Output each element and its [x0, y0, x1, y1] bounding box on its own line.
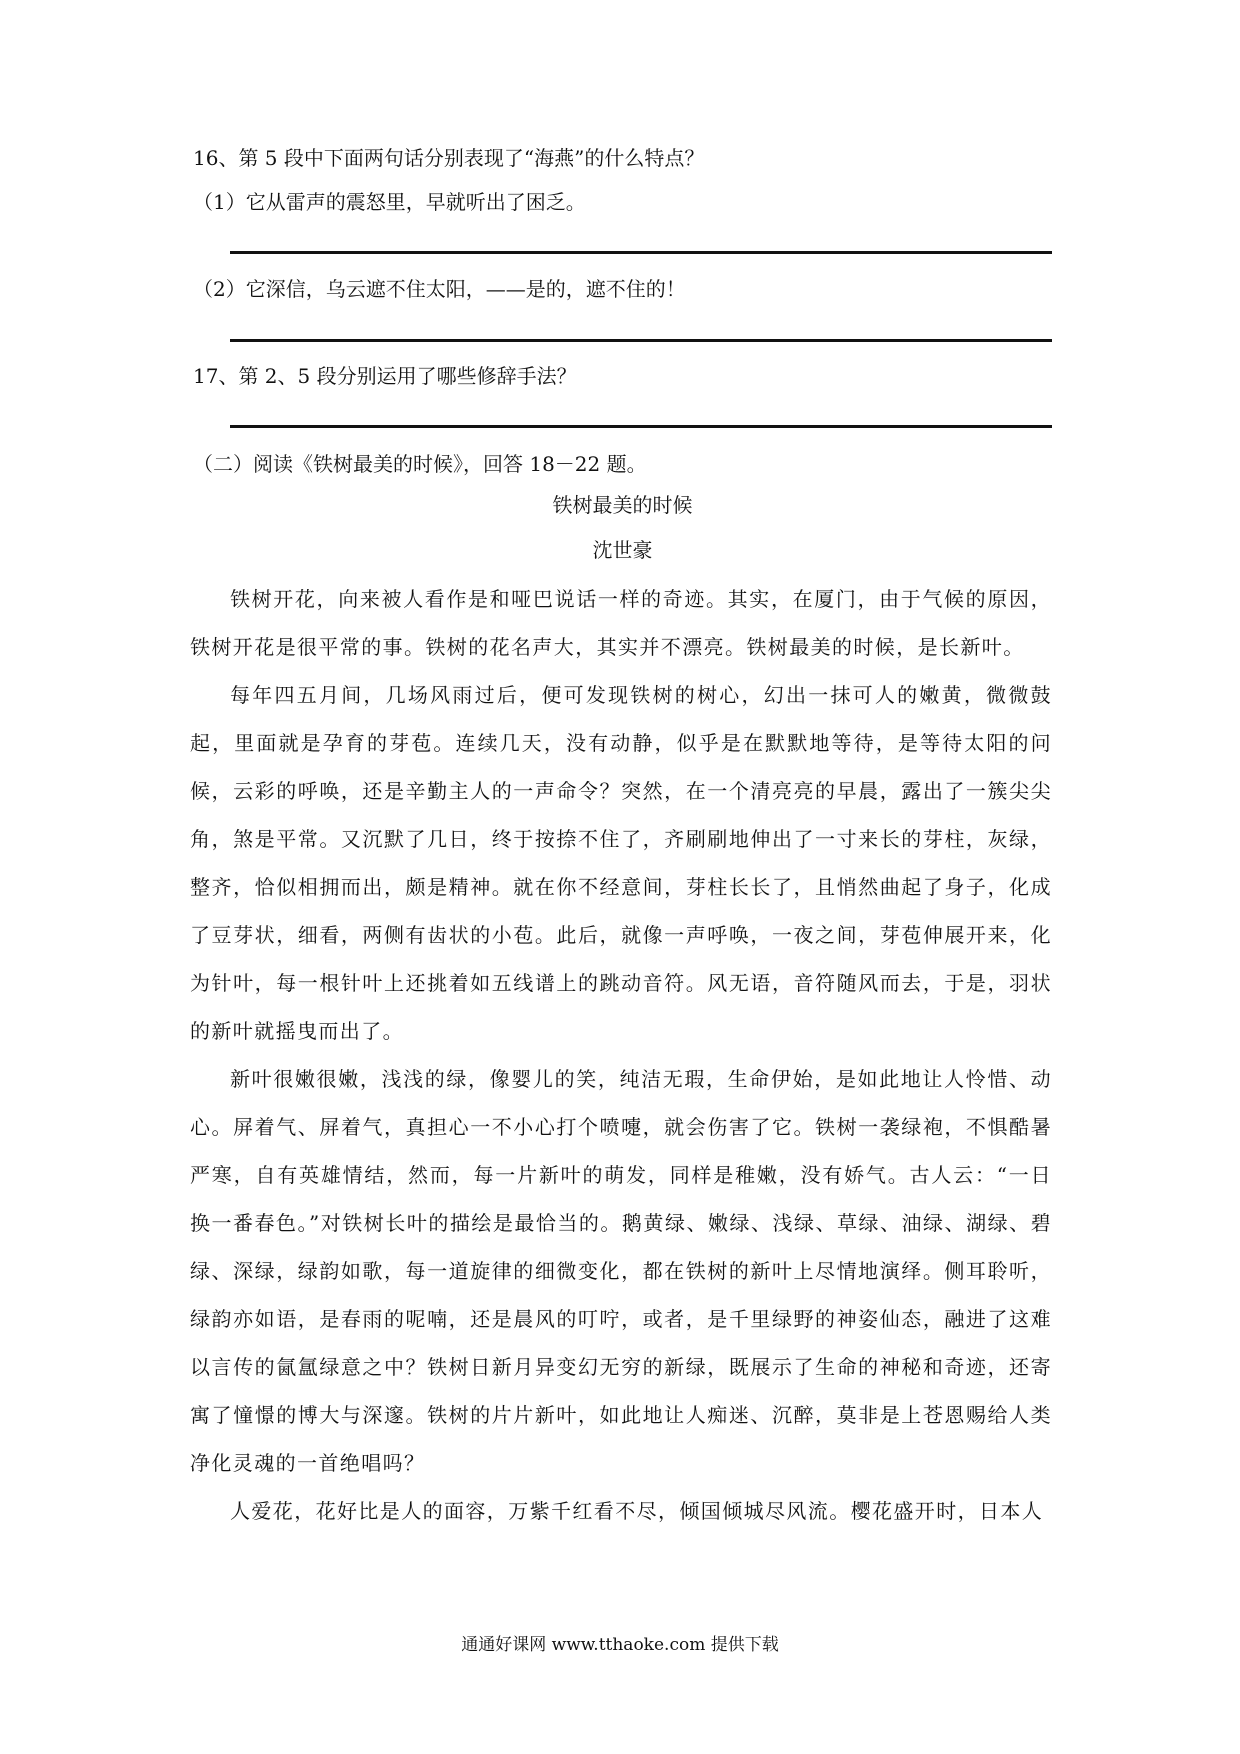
answer-line	[230, 425, 1052, 428]
question-17-prompt: 17、第 2、5 段分别运用了哪些修辞手法？	[193, 364, 577, 388]
article-paragraph: 人爱花，花好比是人的面容，万紫千红看不尽，倾国倾城尽风流。樱花盛开时，日本人	[230, 1499, 1044, 1523]
article-paragraph: 铁树开花，向来被人看作是和哑巴说话一样的奇迹。其实，在厦门，由于气候的原因，铁树开花是很平常的事。铁树的花名声大，其实并不漂亮。铁树最美的时候，是长新叶。	[190, 587, 1052, 659]
question-16-prompt: 16、第 5 段中下面两句话分别表现了“海燕”的什么特点？	[193, 146, 705, 170]
page-footer: 通通好课网 www.tthaoke.com 提供下载	[461, 1635, 779, 1655]
article-author: 沈世豪	[592, 538, 653, 562]
question-16-item-2: （2）它深信，乌云遮不住太阳，——是的，遮不住的！	[193, 277, 686, 301]
article-paragraph: 每年四五月间，几场风雨过后，便可发现铁树的树心，幻出一抹可人的嫩黄，微微鼓起，里面就是孕育的芽苞。连续几天，没有动静，似乎是在默默地等待，是等待太阳的问候，云彩的呼唤，还是辛勤主人的一声命令？突然，在一个清亮亮的早晨，露出了一簇尖尖角，煞是平常。又沉默了几日，终于按捺不住了，齐刷刷地伸出了一寸来长的芽柱，灰绿，整齐，恰似相拥而出，颇是精神。就在你不经意间，芽柱长长了，且悄然曲起了身子，化成了豆芽状，细看，两侧有齿状的小苞。此后，就像一声呼唤，一夜之间，芽苞伸展开来，化为针叶，每一根针叶上还挑着如五线谱上的跳动音符。风无语，音符随风而去，于是，羽状的新叶就摇曳而出了。	[190, 683, 1052, 1043]
article-paragraph: 新叶很嫩很嫩，浅浅的绿，像婴儿的笑，纯洁无瑕，生命伊始，是如此地让人怜惜、动心。屏着气、屏着气，真担心一不小心打个喷嚏，就会伤害了它。铁树一袭绿袍，不惧酷暑严寒，自有英雄情结，然而，每一片新叶的萌发，同样是稚嫩，没有娇气。古人云：“一日换一番春色。”对铁树长叶的描绘是最恰当的。鹅黄绿、嫩绿、浅绿、草绿、油绿、湖绿、碧绿、深绿，绿韵如歌，每一道旋律的细微变化，都在铁树的新叶上尽情地演绎。侧耳聆听，绿韵亦如语，是春雨的呢喃，还是晨风的叮咛，或者，是千里绿野的神姿仙态，融进了这难以言传的氤氲绿意之中？铁树日新月异变幻无穷的新绿，既展示了生命的神秘和奇迹，还寄寓了憧憬的博大与深邃。铁树的片片新叶，如此地让人痴迷、沉醉，莫非是上苍恩赐给人类净化灵魂的一首绝唱吗？	[190, 1067, 1052, 1475]
section-heading: （二）阅读《铁树最美的时候》，回答 18－22 题。	[193, 452, 647, 476]
answer-line	[230, 251, 1052, 254]
answer-line	[230, 339, 1052, 342]
article-body	[190, 575, 1052, 1535]
article-title: 铁树最美的时候	[552, 493, 693, 517]
question-16-item-1: （1）它从雷声的震怒里，早就听出了困乏。	[193, 190, 586, 214]
